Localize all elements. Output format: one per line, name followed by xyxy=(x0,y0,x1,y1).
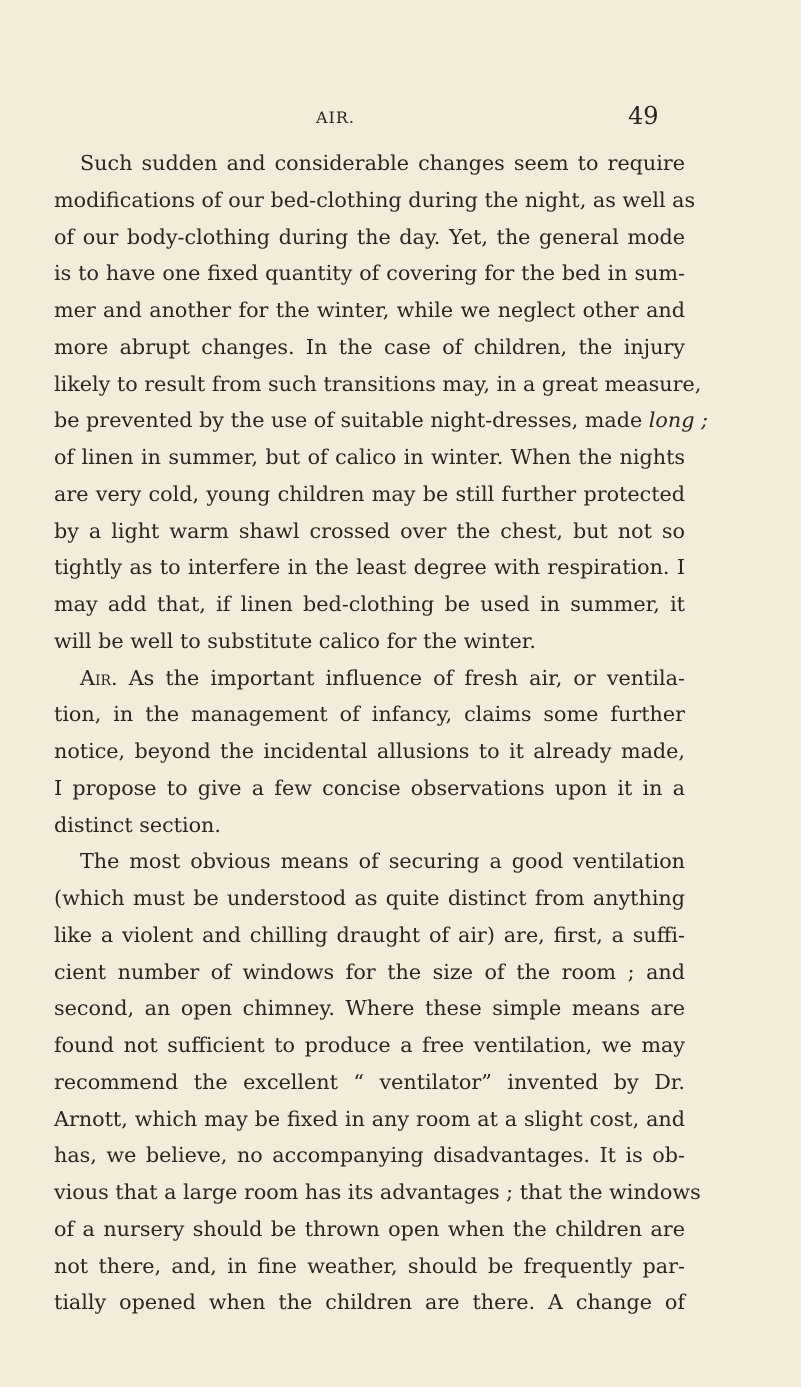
text-line: notice, beyond the incidental allusions to it already made, xyxy=(54,739,685,763)
text-fragment: As the important influence of fresh air, or ventila- xyxy=(117,665,685,690)
running-title: AIR. xyxy=(316,108,356,127)
text-line: may add that, if linen bed-clothing be used in summer, it xyxy=(54,592,685,616)
text-line: Arnott, which may be fixed in any room at a slight cost, and xyxy=(54,1106,685,1131)
text-line: vious that a large room has its advantages ; that the windows xyxy=(54,1180,701,1204)
text-line: Such sudden and considerable changes seem to require xyxy=(80,151,685,175)
section-heading: Air. xyxy=(80,665,118,690)
text-line: mer and another for the winter, while we neglect other and xyxy=(54,298,685,322)
text-line: The most obvious means of securing a good ventilation xyxy=(80,849,685,874)
text-line: are very cold, young children may be still further protected xyxy=(54,481,685,506)
text-line: recommend the excellent “ ventilator” invented by Dr. xyxy=(54,1069,685,1094)
emphasis-word: long ; xyxy=(648,408,708,433)
text-line: not there, and, in fine weather, should be frequently par- xyxy=(54,1253,685,1278)
text-fragment: be prevented by the use of suitable night-dresses, made xyxy=(54,408,649,433)
text-line: cient number of windows for the size of the room ; and xyxy=(54,959,685,984)
text-line: tion, in the management of infancy, claims some further xyxy=(54,702,685,727)
text-line: of our body-clothing during the day. Yet, the general mode xyxy=(54,224,685,249)
text-line: second, an open chimney. Where these simple means are xyxy=(54,996,685,1021)
text-line: by a light warm shawl crossed over the chest, but not so xyxy=(54,518,685,543)
text-line: found not sufficient to produce a free ventilation, we may xyxy=(54,1033,685,1057)
text-line: has, we believe, no accompanying disadvantages. It is ob- xyxy=(54,1143,685,1168)
text-line-with-emphasis xyxy=(54,402,708,439)
text-line: distinct section. xyxy=(54,812,221,837)
page-number: 49 xyxy=(628,102,659,130)
text-line: (which must be understood as quite distinct from anything xyxy=(54,886,685,910)
text-line: is to have one fixed quantity of covering for the bed in sum- xyxy=(54,261,685,286)
text-line: tightly as to interfere in the least degree with respiration. I xyxy=(54,555,685,580)
section-heading-line xyxy=(54,660,685,697)
text-line: more abrupt changes. In the case of children, the injury xyxy=(54,334,685,359)
text-line: modifications of our bed-clothing during the night, as well as xyxy=(54,187,696,212)
text-line: of linen in summer, but of calico in winter. When the nights xyxy=(54,445,685,469)
text-line: likely to result from such transitions may, in a great measure, xyxy=(54,371,702,396)
text-line: tially opened when the children are there. A change of xyxy=(54,1290,685,1315)
text-line: I propose to give a few concise observations upon it in a xyxy=(54,775,685,800)
text-line: of a nursery should be thrown open when the children are xyxy=(54,1216,685,1241)
body-text xyxy=(54,145,708,1321)
text-line: will be well to substitute calico for the winter. xyxy=(54,628,536,653)
text-line: like a violent and chilling draught of air) are, first, a suffi- xyxy=(54,922,685,947)
